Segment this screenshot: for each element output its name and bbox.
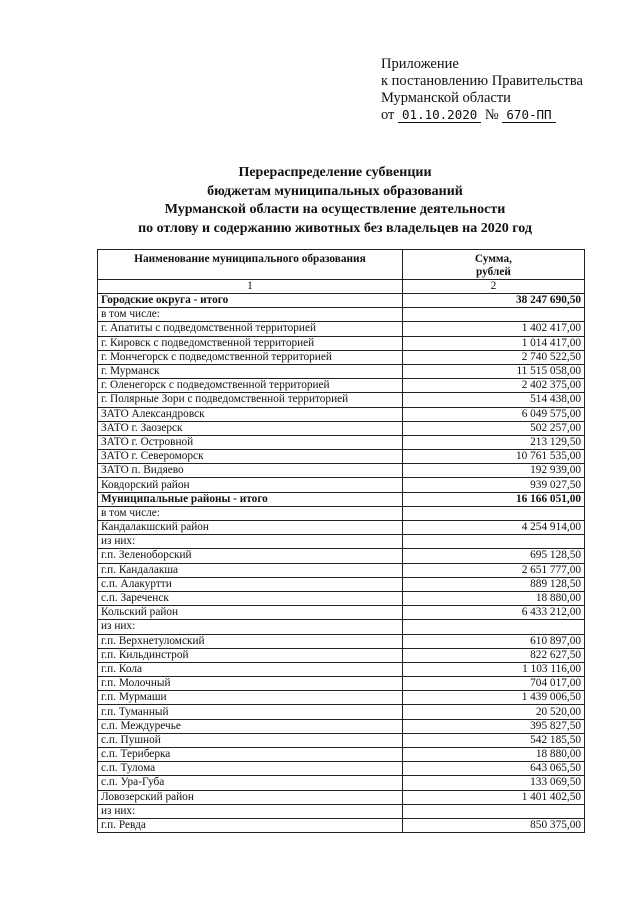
table-row: [98, 464, 585, 478]
from-label: от: [381, 107, 395, 123]
table-row: [98, 435, 585, 449]
attachment-line1: Приложение: [381, 56, 459, 72]
number-label: №: [484, 107, 499, 123]
row-name: г. Мурманск: [98, 364, 403, 378]
row-amount: 1 103 116,00: [402, 662, 584, 676]
decree-date: 01.10.2020: [398, 108, 481, 123]
table-row: [98, 748, 585, 762]
row-amount: [402, 308, 584, 322]
row-name: г.п. Мурмаши: [98, 691, 403, 705]
row-amount: 18 880,00: [402, 748, 584, 762]
row-amount: 6 433 212,00: [402, 606, 584, 620]
title-line2: бюджетам муниципальных образований: [207, 183, 463, 199]
row-name: Ловозерский район: [98, 790, 403, 804]
row-name: г. Апатиты с подведомственной территорией: [98, 322, 403, 336]
table-body: [98, 294, 585, 833]
row-name: г. Полярные Зори с подведомственной территорией: [98, 393, 403, 407]
row-amount: 2 402 375,00: [402, 379, 584, 393]
table-row: [98, 450, 585, 464]
col-header-amount-line2: рублей: [476, 266, 511, 278]
row-amount: 133 069,50: [402, 776, 584, 790]
row-amount: 38 247 690,50: [402, 294, 584, 308]
row-name: г.п. Ревда: [98, 818, 403, 832]
row-amount: 2 651 777,00: [402, 563, 584, 577]
row-name: г.п. Молочный: [98, 677, 403, 691]
row-name: ЗАТО г. Островной: [98, 435, 403, 449]
row-amount: 192 939,00: [402, 464, 584, 478]
col-header-amount-line1: Сумма,: [474, 253, 513, 265]
table-row: [98, 818, 585, 832]
row-amount: 18 880,00: [402, 591, 584, 605]
table-row: [98, 478, 585, 492]
table-row: [98, 308, 585, 322]
row-amount: 16 166 051,00: [402, 492, 584, 506]
row-name: с.п. Ура-Губа: [98, 776, 403, 790]
attachment-line2: к постановлению Правительства: [381, 73, 583, 89]
table-row: [98, 620, 585, 634]
row-name: в том числе:: [98, 506, 403, 520]
table-row: [98, 322, 585, 336]
table-row: [98, 364, 585, 378]
table-row: [98, 521, 585, 535]
row-name: г. Мончегорск с подведомственной территорией: [98, 350, 403, 364]
row-amount: 395 827,50: [402, 719, 584, 733]
table-row: [98, 506, 585, 520]
table-row: [98, 336, 585, 350]
table-row: [98, 648, 585, 662]
table-row: [98, 662, 585, 676]
row-amount: 1 439 006,50: [402, 691, 584, 705]
document-title: [100, 164, 570, 238]
table-row: [98, 421, 585, 435]
attachment-date-line: [381, 107, 583, 124]
col-header-name: Наименование муниципального образования: [98, 250, 403, 280]
row-name: с.п. Междуречье: [98, 719, 403, 733]
title-line1: Перераспределение субвенции: [238, 165, 432, 180]
row-amount: 20 520,00: [402, 705, 584, 719]
table-row: [98, 719, 585, 733]
row-name: Муниципальные районы - итого: [98, 492, 403, 506]
row-amount: [402, 804, 584, 818]
table-row: [98, 677, 585, 691]
table-row: [98, 407, 585, 421]
row-amount: [402, 620, 584, 634]
table-row: [98, 776, 585, 790]
row-amount: 10 761 535,00: [402, 450, 584, 464]
table-row: [98, 591, 585, 605]
row-name: Кандалакшский район: [98, 521, 403, 535]
table-row: [98, 762, 585, 776]
row-amount: 850 375,00: [402, 818, 584, 832]
table-row: [98, 790, 585, 804]
attachment-block: [381, 56, 583, 124]
row-name: Городские округа - итого: [98, 294, 403, 308]
decree-number: 670-ПП: [502, 108, 555, 123]
row-amount: [402, 506, 584, 520]
row-name: из них:: [98, 804, 403, 818]
col-number-2: 2: [402, 280, 584, 294]
row-name: ЗАТО Александровск: [98, 407, 403, 421]
row-amount: 213 129,50: [402, 435, 584, 449]
row-amount: 610 897,00: [402, 634, 584, 648]
row-name: ЗАТО г. Заозерск: [98, 421, 403, 435]
row-name: ЗАТО г. Североморск: [98, 450, 403, 464]
row-name: ЗАТО п. Видяево: [98, 464, 403, 478]
row-amount: 514 438,00: [402, 393, 584, 407]
row-amount: 11 515 058,00: [402, 364, 584, 378]
table-row: [98, 492, 585, 506]
row-amount: 643 065,50: [402, 762, 584, 776]
col-number-1: 1: [98, 280, 403, 294]
table-row: [98, 379, 585, 393]
table-row: [98, 606, 585, 620]
table-row: [98, 535, 585, 549]
table-row: [98, 549, 585, 563]
row-amount: 939 027,50: [402, 478, 584, 492]
table-row: [98, 691, 585, 705]
table-row: [98, 294, 585, 308]
row-amount: 1 402 417,00: [402, 322, 584, 336]
row-name: с.п. Пушной: [98, 733, 403, 747]
row-name: Кольский район: [98, 606, 403, 620]
row-amount: 704 017,00: [402, 677, 584, 691]
row-name: с.п. Териберка: [98, 748, 403, 762]
row-amount: 2 740 522,50: [402, 350, 584, 364]
col-header-amount: [402, 250, 584, 280]
row-amount: 889 128,50: [402, 577, 584, 591]
row-name: в том числе:: [98, 308, 403, 322]
row-amount: 6 049 575,00: [402, 407, 584, 421]
row-amount: 1 014 417,00: [402, 336, 584, 350]
table-row: [98, 563, 585, 577]
row-amount: 4 254 914,00: [402, 521, 584, 535]
table-row: [98, 804, 585, 818]
row-amount: 822 627,50: [402, 648, 584, 662]
row-name: с.п. Зареченск: [98, 591, 403, 605]
row-amount: 502 257,00: [402, 421, 584, 435]
attachment-line3: Мурманской области: [381, 90, 511, 106]
row-name: г.п. Кандалакша: [98, 563, 403, 577]
row-name: из них:: [98, 535, 403, 549]
row-name: г.п. Верхнетуломский: [98, 634, 403, 648]
table-row: [98, 393, 585, 407]
title-line4: по отлову и содержанию животных без владельцев на 2020 год: [138, 220, 532, 236]
title-line3: Мурманской области на осуществление деятельности: [164, 202, 506, 217]
row-name: г.п. Кильдинстрой: [98, 648, 403, 662]
row-name: из них:: [98, 620, 403, 634]
row-amount: [402, 535, 584, 549]
distribution-table: [97, 249, 585, 833]
row-name: с.п. Алакуртти: [98, 577, 403, 591]
row-amount: 695 128,50: [402, 549, 584, 563]
row-name: г. Оленегорск с подведомственной территорией: [98, 379, 403, 393]
row-name: г.п. Зеленоборский: [98, 549, 403, 563]
row-name: г. Кировск с подведомственной территорией: [98, 336, 403, 350]
table-row: [98, 705, 585, 719]
row-name: г.п. Кола: [98, 662, 403, 676]
table-row: [98, 634, 585, 648]
table-row: [98, 577, 585, 591]
table-row: [98, 733, 585, 747]
row-name: Ковдорский район: [98, 478, 403, 492]
table-row: [98, 350, 585, 364]
row-name: с.п. Тулома: [98, 762, 403, 776]
row-name: г.п. Туманный: [98, 705, 403, 719]
row-amount: 542 185,50: [402, 733, 584, 747]
row-amount: 1 401 402,50: [402, 790, 584, 804]
